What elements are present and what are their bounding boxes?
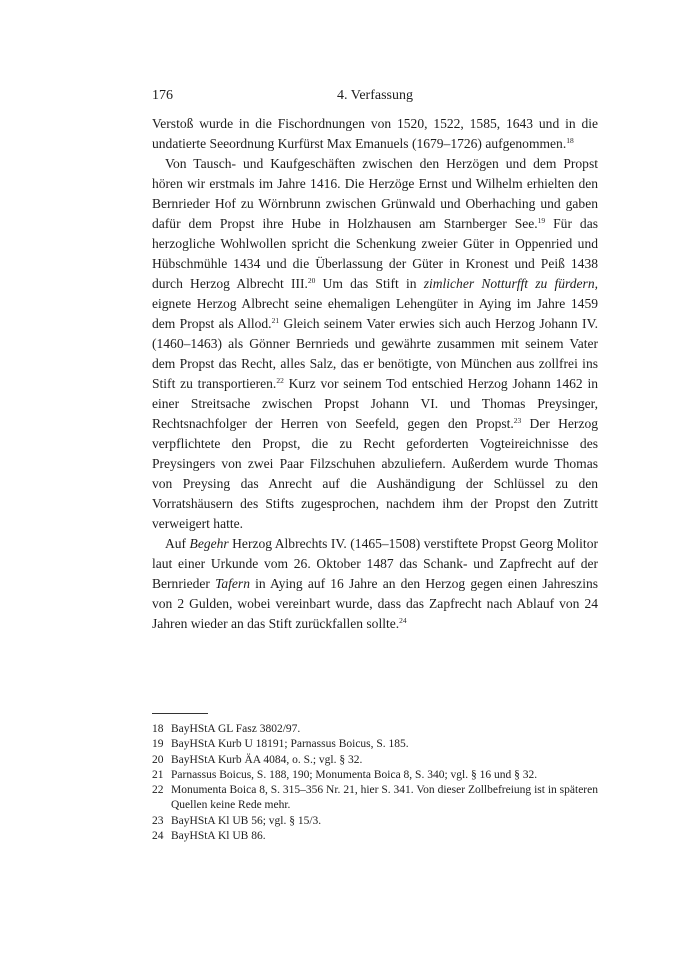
footnote-number: 21 (152, 768, 164, 781)
paragraph-2-text-d: eignete Herzog Albrecht seine ehemaligen Lehengüter in Aying im Jahre 1459 dem Propst als Allod. (152, 296, 598, 331)
footnote-text: Parnassus Boicus, S. 188, 190; Monumenta Boica 8, S. 340; vgl. § 16 und § 32. (171, 768, 538, 781)
paragraph-3-text-c: in Aying auf 16 Jahre an den Herzog gegen einen Jahreszins von 2 Gulden, wobei vereinbart wurde, dass das Zapfrecht nach Ablauf von 24 Jahren wieder an das Stift zurückfallen sollte. (152, 576, 598, 631)
paragraph-2-text-g: Der Herzog verpflichtete den Propst, die zu Recht geforderten Vogteireichnisse des Preysingers von zwei Paar Filzschuhen abzuliefern. Außerdem wurde Thomas von Preysing das Anrecht auf die Aushändigung der Schlüssel zu den Vorratshäusern des Stifts zugesprochen, nachdem ihm der Propst den Zutritt verweigert hatte. (152, 416, 598, 531)
footnote-text: BayHStA Kurb ÄA 4084, o. S.; vgl. § 32. (171, 753, 363, 766)
paragraph-3-text-b: Herzog Albrechts IV. (1465–1508) verstiftete Propst Georg Molitor laut einer Urkunde vom 26. Oktober 1487 das Schank- und Zapfrecht auf der Bernrieder (152, 536, 598, 591)
footnote-number: 20 (152, 753, 164, 766)
footnote-number: 24 (152, 830, 164, 843)
chapter-title: 4. Verfassung (337, 88, 413, 103)
footnote-ref-23[interactable]: 23 (513, 416, 522, 425)
paragraph-2-text-e: Gleich seinem Vater erwies sich auch Herzog Johann IV. (1460–1463) als Gönner Bernrieds und gewährte zusammen mit seinem Vater dem Propst das Recht, alles Salz, das er benötigte, von München aus zollfrei ins Stift zu transportieren. (152, 316, 598, 391)
footnote-23 (152, 814, 598, 829)
paragraph-3 (152, 534, 598, 634)
footnote-text: BayHStA Kurb U 18191; Parnassus Boicus, S. 185. (171, 738, 409, 751)
paragraph-1 (152, 114, 598, 154)
footnote-text: BayHStA GL Fasz 3802/97. (171, 723, 301, 735)
footnote-number: 22 (152, 784, 164, 797)
paragraph-3-term-tafern: Tafern (215, 576, 250, 591)
paragraph-2-text-f: Kurz vor seinem Tod entschied Herzog Johann 1462 in einer Streitsache zwischen Propst Johann VI. und Thomas Preysinger, Rechtsnachfolger der Herren von Seefeld, gegen den Propst. (152, 376, 599, 431)
footnote-22 (152, 783, 598, 814)
running-head (152, 88, 598, 108)
paragraph-3-term-begehr: Begehr (189, 536, 229, 551)
paragraph-2-text-b: Für das herzogliche Wohlwollen spricht die Schenkung zweier Güter in Oppenried und Hübschmühle 1434 und die Überlassung der Güter in Kronest und Peiß 1438 durch Herzog Albrecht III. (152, 216, 598, 291)
footnote-ref-19[interactable]: 19 (537, 216, 546, 225)
paragraph-3-text-a: Auf (165, 536, 190, 551)
footnote-number: 18 (152, 723, 164, 735)
footnote-ref-18[interactable]: 18 (566, 136, 574, 145)
footnote-text: Monumenta Boica 8, S. 315–356 Nr. 21, hier S. 341. Von dieser Zollbefreiung ist in späteren Quellen keine Rede mehr. (171, 784, 598, 812)
footnote-18 (152, 722, 598, 737)
footnote-19 (152, 737, 598, 752)
footnotes (152, 722, 598, 844)
paragraph-2-quote: zimlicher Notturfft zu fürdern, (423, 276, 598, 291)
page-number: 176 (152, 88, 173, 103)
paragraph-2-text-a: Von Tausch- und Kaufgeschäften zwischen den Herzögen und dem Propst hören wir erstmals im Jahre 1416. Die Herzöge Ernst und Wilhelm erhielten den Bernrieder Hof zu Wörnbrunn zwischen Grünwald und Oberhaching und gaben dafür dem Propst ihre Hube in Holzhausen am Starnberger See. (152, 156, 598, 231)
book-page (152, 88, 598, 844)
footnote-ref-24[interactable]: 24 (399, 616, 407, 625)
footnote-ref-20[interactable]: 20 (307, 276, 316, 285)
footnote-21 (152, 768, 598, 783)
footnote-text: BayHStA Kl UB 86. (171, 830, 266, 843)
paragraph-2-text-c: Um das Stift in (315, 276, 424, 291)
footnote-rule (152, 713, 208, 714)
body-text (152, 114, 598, 634)
footnote-24 (152, 829, 598, 844)
footnote-ref-22[interactable]: 22 (276, 376, 284, 385)
footnote-20 (152, 753, 598, 768)
footnote-number: 23 (152, 814, 164, 827)
paragraph-2 (152, 154, 598, 534)
footnote-ref-21[interactable]: 21 (271, 316, 280, 325)
footnote-number: 19 (152, 738, 164, 751)
paragraph-1-text: Verstoß wurde in die Fischordnungen von 1520, 1522, 1585, 1643 und in die undatierte Seeordnung Kurfürst Max Emanuels (1679–1726) aufgenommen. (152, 116, 598, 151)
footnote-text: BayHStA Kl UB 56; vgl. § 15/3. (171, 814, 322, 827)
